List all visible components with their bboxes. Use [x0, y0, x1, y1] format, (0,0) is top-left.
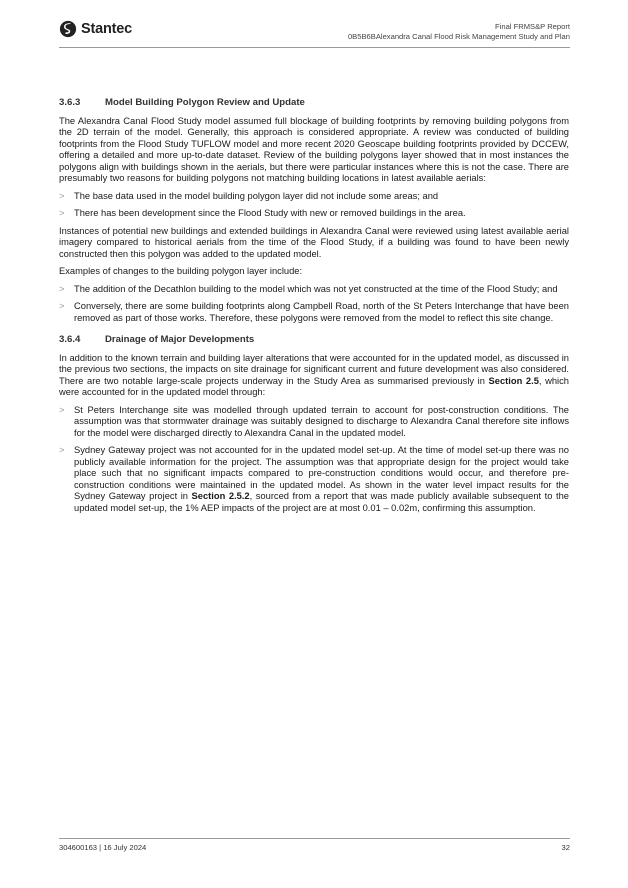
paragraph: In addition to the known terrain and building layer alterations that were accounted for in the updated model, as discussed in the previous two sections, the impacts on site drainage for significant current and future development was also considered. There are two notable large-scale projects underway in the Study Area as summarised previously in Section 2.5, which were accounted for in the updated model through: — [59, 352, 569, 397]
footer-doc-ref: 304600163 | 16 July 2024 — [59, 843, 147, 852]
list-item: > The base data used in the model building polygon layer did not include some areas; and — [59, 190, 439, 201]
section-number: 3.6.4 — [59, 334, 81, 345]
chevron-right-icon: > — [59, 190, 65, 201]
page-content — [59, 97, 569, 520]
list-item: > St Peters Interchange site was modelled through updated terrain to account for post-construction conditions. The assumption was that stormwater drainage was suitably designed to discharge to Alexandra Canal therefore site inflows for the model were discharged directly to Alexandra Canal in the updated model. — [59, 404, 569, 438]
chevron-right-icon: > — [59, 208, 65, 218]
footer-divider — [59, 838, 570, 839]
paragraph: Examples of changes to the building polygon layer include: — [59, 266, 303, 276]
section-reference: Section 2.5.2 — [191, 491, 250, 501]
chevron-right-icon: > — [59, 445, 65, 455]
chevron-right-icon: > — [59, 301, 65, 311]
section-title: Drainage of Major Developments — [105, 334, 255, 345]
section-heading-3-6-4 — [59, 334, 569, 346]
section-title: Model Building Polygon Review and Update — [105, 97, 305, 108]
list-item: > Sydney Gateway project was not accounted for in the updated model set-up. At the time of model set-up there was no publicly available information for the project. The assumption was that appropriate design for the project would take place such that no significant impacts compared to pre-construction conditions would occur, and therefore pre-construction conditions were maintained in the updated model. As shown in the water level impact results for the Sydney Gateway project in Section 2.5.2, sourced from a report that was made publicly available subsequent to the updated model set-up, the 1% AEP impacts of the project are at most 0.01 – 0.02m, confirming this assumption. — [59, 445, 569, 513]
chevron-right-icon: > — [59, 283, 65, 294]
report-title: Final FRMS&P Report — [495, 22, 570, 31]
section-number: 3.6.3 — [59, 97, 81, 108]
list-item: > Conversely, there are some building footprints along Campbell Road, north of the St Peters Interchange that have been removed as part of those works. Therefore, these polygons were removed from the model to reflect this site change. — [59, 301, 569, 323]
section-reference: Section 2.5 — [488, 375, 539, 386]
bullet-list — [59, 284, 569, 325]
paragraph: Instances of potential new buildings and extended buildings in Alexandra Canal were reviewed using latest available aerial imagery compared to historical aerials from the time of the Flood Study, if a building was found to have been newly constructed then this polygon was added to the updated model. — [59, 225, 569, 259]
stantec-logo — [59, 20, 132, 38]
stantec-logo-icon — [59, 20, 77, 38]
paragraph: The Alexandra Canal Flood Study model assumed full blockage of building footprints by removing building polygons from the 2D terrain of the model. Generally, this approach is considered appropriate. A review was conducted of building footprints from the Flood Study TUFLOW model and more recent 2020 Geoscape building footprints provided by DCCEW, offering a detailed and more up-to-date dataset. Review of the building polygons layer showed that in most instances the polygons align with buildings shown in the aerials, but there were particular instances where this is not the case. There are presumably two reasons for building polygons not matching building locations in latest available aerials: — [59, 115, 569, 183]
report-header — [348, 22, 570, 42]
page-number: 32 — [561, 843, 570, 852]
section-heading-3-6-3 — [59, 97, 569, 109]
report-subtitle: 0B5B6BAlexandra Canal Flood Risk Management Study and Plan — [347, 32, 570, 41]
list-item: > The addition of the Decathlon building to the model which was not yet constructed at the time of the Flood Study; and — [59, 283, 558, 294]
chevron-right-icon: > — [59, 404, 65, 415]
bullet-list — [59, 405, 569, 515]
list-item: > There has been development since the Flood Study with new or removed buildings in the area. — [59, 208, 466, 218]
brand-name: Stantec — [81, 21, 132, 37]
header-divider — [59, 47, 570, 48]
bullet-list — [59, 191, 569, 220]
